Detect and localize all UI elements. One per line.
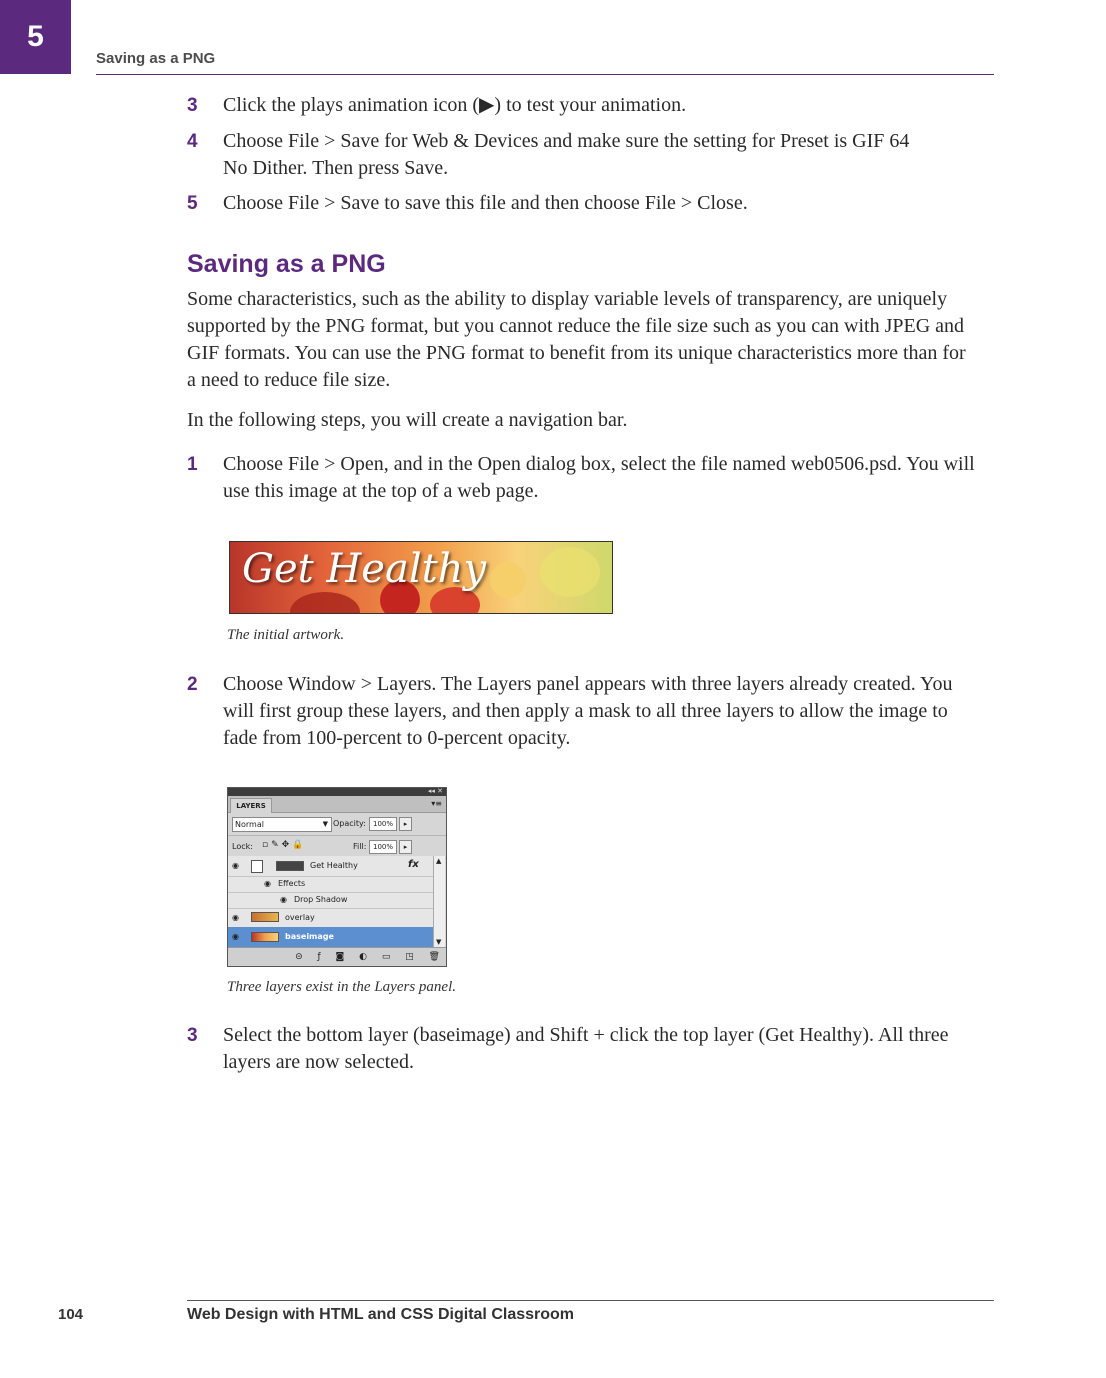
step-text: Choose Window > Layers. The Layers panel appears with three layers already created. You will first group these layers, and then apply a mask to all three layers to allow the image to fade from 100-percent to 0-percent opacity.: [223, 673, 953, 749]
intro-paragraph: Some characteristics, such as the ability to display variable levels of transparency, are uniquely supported by the PNG format, but you cannot reduce the file size such as you can with JPEG and GIF formats. You can use the PNG format to benefit from its unique characteristics more than for a need to reduce file size.: [187, 288, 966, 391]
steps-intro-paragraph: In the following steps, you will create a navigation bar.: [187, 409, 628, 431]
eye-icon: ◉: [232, 932, 239, 941]
layer-row-get-healthy: [228, 856, 433, 877]
layer-thumb: [276, 861, 304, 871]
layer-name: overlay: [285, 913, 315, 922]
chapter-number: 5: [27, 20, 44, 53]
layers-panel-screenshot: [227, 787, 447, 967]
strawberry-shape: [290, 592, 360, 614]
panel-titlebar: [228, 788, 446, 796]
book-title: Web Design with HTML and CSS Digital Classroom: [187, 1306, 575, 1323]
layer-row-effects: [228, 876, 433, 893]
fill-field: 100%: [369, 840, 397, 854]
step-3-play: [187, 92, 977, 119]
opacity-label: Opacity:: [333, 819, 366, 828]
layer-row-baseimage: [228, 927, 433, 948]
tab-layers: LAYERS: [230, 798, 272, 813]
step-text: Choose File > Save for Web & Devices and make sure the setting for Preset is GIF 64 No Dither. Then press Save.: [223, 130, 910, 179]
layer-scrollbar: [433, 856, 445, 947]
opacity-field: 100%: [369, 817, 397, 831]
layer-name: baseimage: [285, 932, 334, 941]
layer-thumb: [251, 912, 279, 922]
panel-tab-row: [228, 796, 446, 813]
lock-icons: ▫✎✥🔒: [262, 840, 307, 850]
step-text: Select the bottom layer (baseimage) and Shift + click the top layer (Get Healthy). All three layers are now selected.: [223, 1024, 949, 1073]
step-number: 1: [187, 454, 198, 475]
get-healthy-banner-image: [229, 541, 613, 614]
scroll-down-icon: ▼: [436, 938, 442, 946]
layer-thumb: [251, 932, 279, 942]
layer-row-drop-shadow: [228, 892, 433, 909]
chapter-tab: [0, 0, 71, 74]
layer-list: [228, 856, 433, 947]
step-number: 3: [187, 1025, 198, 1046]
eye-icon: ◉: [264, 879, 271, 888]
step-number: 4: [187, 131, 198, 152]
opacity-arrow-icon: ▸: [399, 817, 412, 831]
step-1-open: [187, 451, 977, 505]
chevron-down-icon: ▼: [322, 820, 328, 828]
fill-arrow-icon: ▸: [399, 840, 412, 854]
figure2-caption: Three layers exist in the Layers panel.: [227, 979, 456, 995]
figure1-caption: The initial artwork.: [227, 627, 345, 643]
step-number: 2: [187, 674, 198, 695]
blend-mode-select: [232, 817, 332, 832]
scroll-up-icon: ▲: [436, 857, 442, 865]
header-rule: [96, 74, 994, 75]
step-text: Choose File > Save to save this file and then choose File > Close.: [223, 192, 748, 214]
layer-name: Drop Shadow: [294, 895, 348, 904]
step-number: 5: [187, 193, 198, 214]
fx-icon: fx: [408, 859, 419, 870]
eye-icon: ◉: [280, 895, 287, 904]
eye-icon: ◉: [232, 861, 239, 870]
step-4-save-for-web: [187, 128, 977, 182]
fruit-slice-shape: [540, 547, 600, 597]
layer-name: Effects: [278, 879, 306, 888]
step-5-save-close: [187, 190, 977, 217]
step-2-layers: [187, 671, 977, 752]
panel-footer-icons: ⊝ ƒ ◙ ◐ ▭ ◳ 🗑: [228, 947, 446, 966]
banner-title: Get Healthy: [242, 546, 487, 592]
fruit-slice-shape: [490, 562, 526, 598]
layer-mask-thumb: [251, 860, 263, 873]
step-3-select-layers: [187, 1022, 977, 1076]
step-text: Choose File > Open, and in the Open dialog box, select the file named web0506.psd. You will use this image at the top of a web page.: [223, 453, 975, 502]
running-head: Saving as a PNG: [96, 50, 216, 67]
fill-label: Fill:: [353, 842, 367, 851]
step-text: Click the plays animation icon (▶) to test your animation.: [223, 94, 687, 116]
eye-icon: ◉: [232, 913, 239, 922]
layer-name: Get Healthy: [310, 861, 358, 870]
footer-rule: [187, 1300, 994, 1301]
page-number: 104: [58, 1306, 84, 1323]
blend-mode-value: Normal: [235, 820, 264, 829]
step-number: 3: [187, 95, 198, 116]
blend-opacity-row: [228, 813, 446, 836]
section-title: Saving as a PNG: [187, 250, 386, 278]
collapse-close-icon: ◂◂ ✕: [427, 787, 443, 795]
layer-row-overlay: [228, 908, 433, 928]
panel-menu-icon: ▾≡: [431, 799, 442, 808]
lock-label: Lock:: [232, 842, 253, 851]
